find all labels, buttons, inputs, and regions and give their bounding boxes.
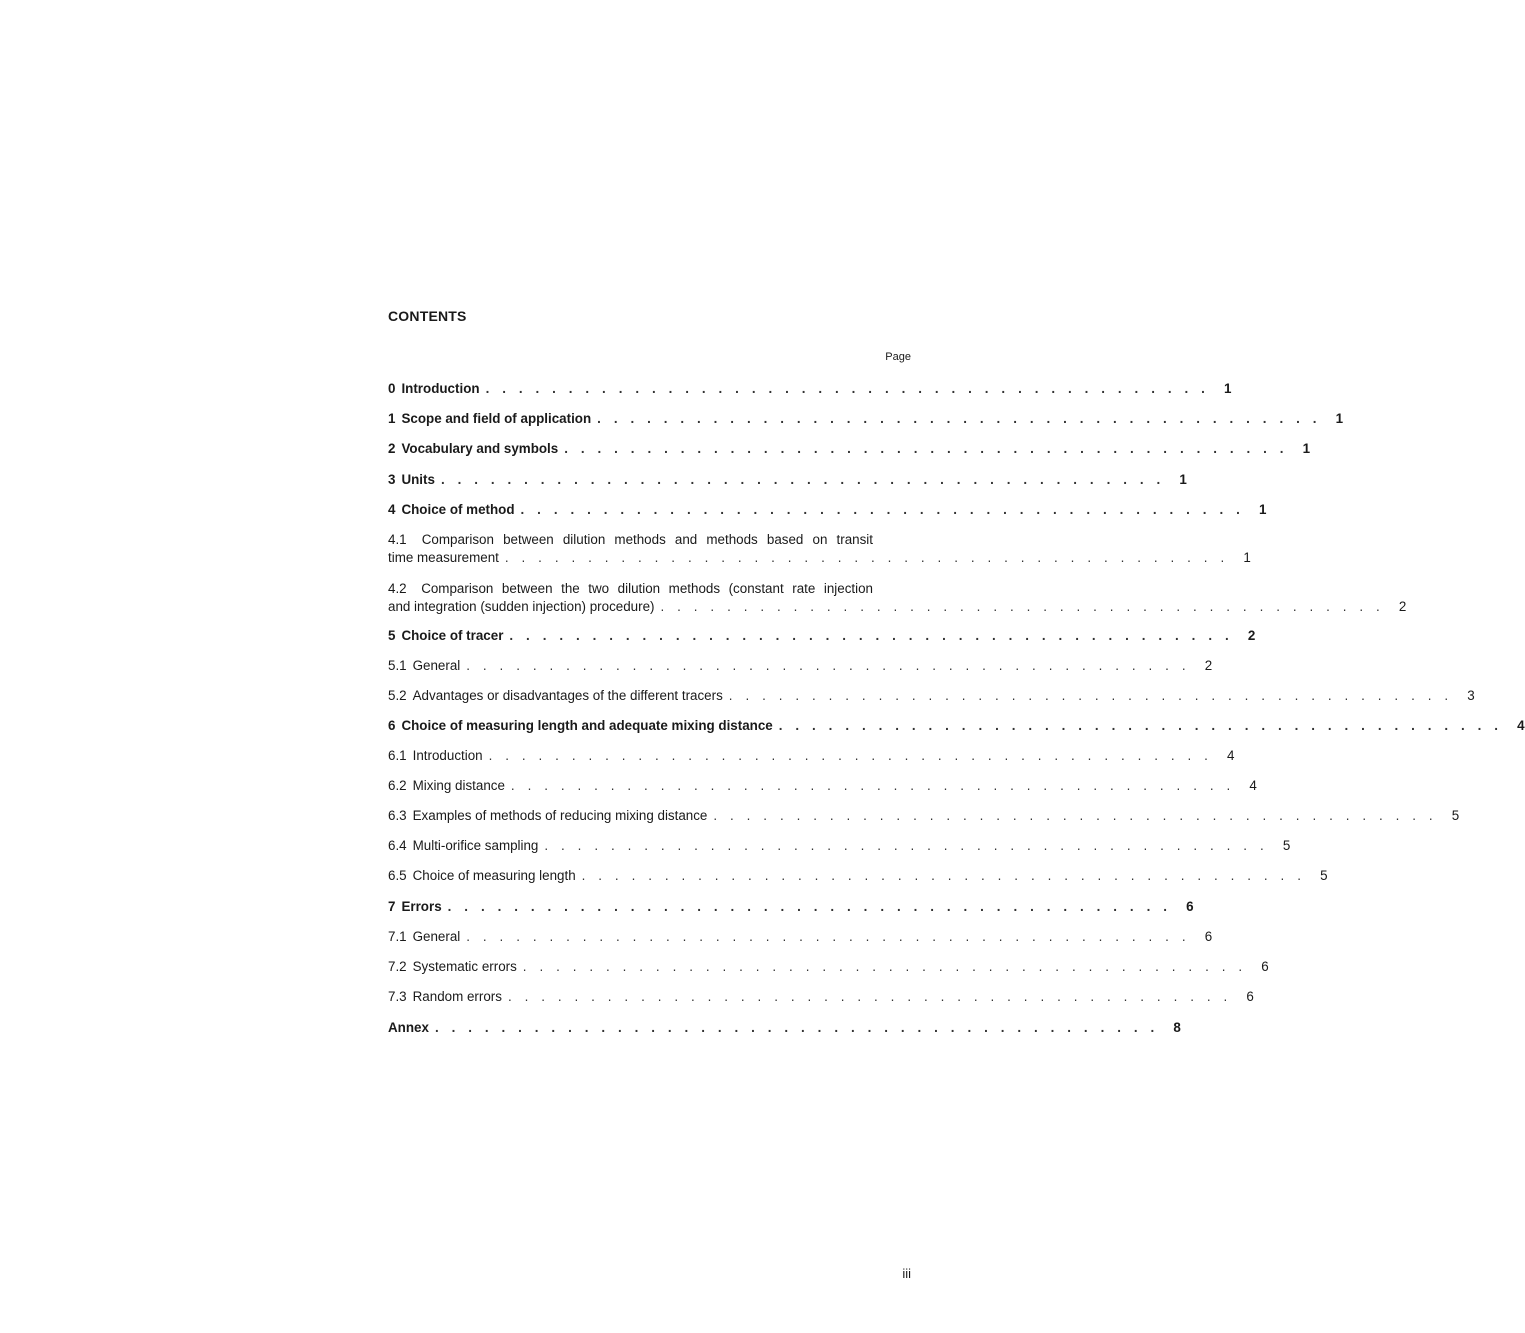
toc-entry bbox=[388, 580, 1407, 616]
toc-entry-page: 3 bbox=[1467, 688, 1475, 703]
dot-leader: . . . . . . . . . . . . . . . . . . . . . . . . . . . . . . . . . . . . . . . . . . . . bbox=[522, 959, 1247, 974]
toc-entry-label: Vocabulary and symbols bbox=[401, 441, 559, 456]
dot-leader: . . . . . . . . . . . . . . . . . . . . . . . . . . . . . . . . . . . . . . . . . . . . bbox=[597, 411, 1322, 426]
toc-entry bbox=[388, 837, 1291, 855]
page-number: iii bbox=[902, 1266, 911, 1281]
toc-entry-number: 5.1 bbox=[388, 658, 407, 673]
dot-leader: . . . . . . . . . . . . . . . . . . . . . . . . . . . . . . . . . . . . . . . . . . . . bbox=[485, 381, 1210, 396]
toc-entry-label: General bbox=[412, 929, 461, 944]
toc-entry-label: Comparison between the two dilution methods (constant rate injection bbox=[421, 581, 873, 596]
toc-entry-number: 7.3 bbox=[388, 989, 407, 1004]
toc-entry-page: 1 bbox=[1179, 472, 1187, 487]
toc-entry bbox=[388, 501, 1267, 519]
toc-entry-page: 5 bbox=[1320, 868, 1328, 883]
toc-entry-label-continued: and integration (sudden injection) procedure) bbox=[388, 599, 655, 614]
toc-entry-number: 5.2 bbox=[388, 688, 407, 703]
toc-entry-label: Multi-orifice sampling bbox=[412, 838, 539, 853]
toc-entry-number: 7 bbox=[388, 899, 396, 914]
toc-entry-page: 1 bbox=[1258, 502, 1267, 517]
dot-leader: . . . . . . . . . . . . . . . . . . . . . . . . . . . . . . . . . . . . . . . . . . . . bbox=[660, 599, 1385, 614]
toc-entry-page: 6 bbox=[1204, 929, 1213, 944]
toc-entry-number: 7.2 bbox=[388, 959, 407, 974]
toc-entry-label: Mixing distance bbox=[412, 778, 505, 793]
toc-entry-number: 2 bbox=[388, 441, 396, 456]
toc-entry-page: 1 bbox=[1335, 411, 1344, 426]
toc-entry-page: 5 bbox=[1282, 838, 1291, 853]
toc-entry-label: General bbox=[412, 658, 461, 673]
toc-entry bbox=[388, 657, 1213, 675]
toc-entry-number: 7.1 bbox=[388, 929, 407, 944]
toc-entry-number: 6.2 bbox=[388, 778, 407, 793]
toc-entry-label-continued: time measurement bbox=[388, 550, 499, 565]
toc-entry bbox=[388, 380, 1232, 398]
toc-entry-number: 0 bbox=[388, 381, 396, 396]
toc-entry-number: 6.4 bbox=[388, 838, 407, 853]
toc-entry bbox=[388, 627, 1256, 645]
toc-entry bbox=[388, 471, 1187, 489]
toc-entry-number: 4 bbox=[388, 502, 396, 517]
dot-leader: . . . . . . . . . . . . . . . . . . . . . . . . . . . . . . . . . . . . . . . . . . . . bbox=[510, 778, 1235, 793]
toc-entry-label: Choice of method bbox=[401, 502, 515, 517]
toc-entry bbox=[388, 440, 1311, 458]
dot-leader: . . . . . . . . . . . . . . . . . . . . . . . . . . . . . . . . . . . . . . . . . . . . bbox=[466, 658, 1191, 673]
toc-entry-page: 2 bbox=[1398, 599, 1407, 614]
toc-entry-number: 5 bbox=[388, 628, 396, 643]
toc-entry bbox=[388, 1019, 1181, 1037]
toc-entry-number: 4.1 bbox=[388, 532, 407, 547]
toc-entry-label: Scope and field of application bbox=[401, 411, 592, 426]
toc-entry bbox=[388, 717, 1525, 735]
toc-entry-label: Systematic errors bbox=[412, 959, 517, 974]
toc-entry-page: 6 bbox=[1246, 989, 1254, 1004]
toc-entry bbox=[388, 807, 1460, 825]
dot-leader: . . . . . . . . . . . . . . . . . . . . . . . . . . . . . . . . . . . . . . . . . . . . bbox=[447, 899, 1172, 914]
dot-leader: . . . . . . . . . . . . . . . . . . . . . . . . . . . . . . . . . . . . . . . . . . . . bbox=[581, 868, 1306, 883]
dot-leader: . . . . . . . . . . . . . . . . . . . . . . . . . . . . . . . . . . . . . . . . . . . . bbox=[728, 688, 1453, 703]
toc-entry-page: 6 bbox=[1261, 959, 1269, 974]
toc-entry-label: Errors bbox=[401, 899, 442, 914]
toc-entry bbox=[388, 410, 1344, 428]
toc-entry-label: Choice of measuring length bbox=[412, 868, 576, 883]
dot-leader: . . . . . . . . . . . . . . . . . . . . . . . . . . . . . . . . . . . . . . . . . . . . bbox=[440, 472, 1165, 487]
dot-leader: . . . . . . . . . . . . . . . . . . . . . . . . . . . . . . . . . . . . . . . . . . . . bbox=[488, 748, 1213, 763]
toc-entry-page: 2 bbox=[1204, 658, 1213, 673]
toc-entry bbox=[388, 777, 1257, 795]
dot-leader: . . . . . . . . . . . . . . . . . . . . . . . . . . . . . . . . . . . . . . . . . . . . bbox=[713, 808, 1438, 823]
toc-entry bbox=[388, 988, 1254, 1006]
dot-leader: . . . . . . . . . . . . . . . . . . . . . . . . . . . . . . . . . . . . . . . . . . . . bbox=[520, 502, 1245, 517]
toc-entry-label: Random errors bbox=[412, 989, 502, 1004]
toc-entry-page: 5 bbox=[1451, 808, 1460, 823]
toc-entry-number: 3 bbox=[388, 472, 396, 487]
toc-entry-label: Introduction bbox=[401, 381, 480, 396]
toc-entry-number: 6 bbox=[388, 718, 396, 733]
toc-entry-page: 6 bbox=[1186, 899, 1194, 914]
dot-leader: . . . . . . . . . . . . . . . . . . . . . . . . . . . . . . . . . . . . . . . . . . . . bbox=[509, 628, 1234, 643]
toc-entry bbox=[388, 687, 1475, 705]
toc-entry bbox=[388, 898, 1194, 916]
dot-leader: . . . . . . . . . . . . . . . . . . . . . . . . . . . . . . . . . . . . . . . . . . . . bbox=[466, 929, 1191, 944]
toc-entry-label: Advantages or disadvantages of the different tracers bbox=[412, 688, 723, 703]
toc-entry-page: 1 bbox=[1243, 550, 1251, 565]
toc-entry-label: Introduction bbox=[412, 748, 483, 763]
toc-entry-page: 1 bbox=[1223, 381, 1232, 396]
toc-entry-page: 4 bbox=[1227, 748, 1235, 763]
toc-entry-label: Units bbox=[401, 472, 435, 487]
toc-entry bbox=[388, 958, 1269, 976]
toc-entry bbox=[388, 928, 1213, 946]
toc-entry-label: Choice of tracer bbox=[401, 628, 504, 643]
toc-entry-number: 1 bbox=[388, 411, 396, 426]
toc-entry bbox=[388, 747, 1235, 765]
dot-leader: . . . . . . . . . . . . . . . . . . . . . . . . . . . . . . . . . . . . . . . . . . . . bbox=[504, 550, 1229, 565]
dot-leader: . . . . . . . . . . . . . . . . . . . . . . . . . . . . . . . . . . . . . . . . . . . . bbox=[778, 718, 1503, 733]
dot-leader: . . . . . . . . . . . . . . . . . . . . . . . . . . . . . . . . . . . . . . . . . . . . bbox=[544, 838, 1269, 853]
dot-leader: . . . . . . . . . . . . . . . . . . . . . . . . . . . . . . . . . . . . . . . . . . . . bbox=[507, 989, 1232, 1004]
toc-entry-page: 4 bbox=[1517, 718, 1525, 733]
page-column-label: Page bbox=[885, 351, 911, 363]
toc-entry-page: 2 bbox=[1247, 628, 1256, 643]
toc-entry-page: 8 bbox=[1173, 1020, 1181, 1035]
toc-entry-number: 6.1 bbox=[388, 748, 407, 763]
toc-entry-label: Choice of measuring length and adequate mixing distance bbox=[401, 718, 773, 733]
toc-entry-page: 4 bbox=[1249, 778, 1257, 793]
toc-entry-number: 6.5 bbox=[388, 868, 407, 883]
toc-entry-label: Examples of methods of reducing mixing distance bbox=[412, 808, 708, 823]
toc-entry-label: Comparison between dilution methods and methods based on transit bbox=[421, 532, 873, 547]
toc-entry bbox=[388, 867, 1328, 885]
toc-entry-label: Annex bbox=[388, 1020, 429, 1035]
dot-leader: . . . . . . . . . . . . . . . . . . . . . . . . . . . . . . . . . . . . . . . . . . . . bbox=[434, 1020, 1159, 1035]
contents-title: CONTENTS bbox=[388, 308, 467, 324]
toc-entry-number: 6.3 bbox=[388, 808, 407, 823]
toc-entry bbox=[388, 531, 1251, 567]
dot-leader: . . . . . . . . . . . . . . . . . . . . . . . . . . . . . . . . . . . . . . . . . . . . bbox=[564, 441, 1289, 456]
toc-entry-page: 1 bbox=[1302, 441, 1311, 456]
toc-entry-number: 4.2 bbox=[388, 581, 407, 596]
